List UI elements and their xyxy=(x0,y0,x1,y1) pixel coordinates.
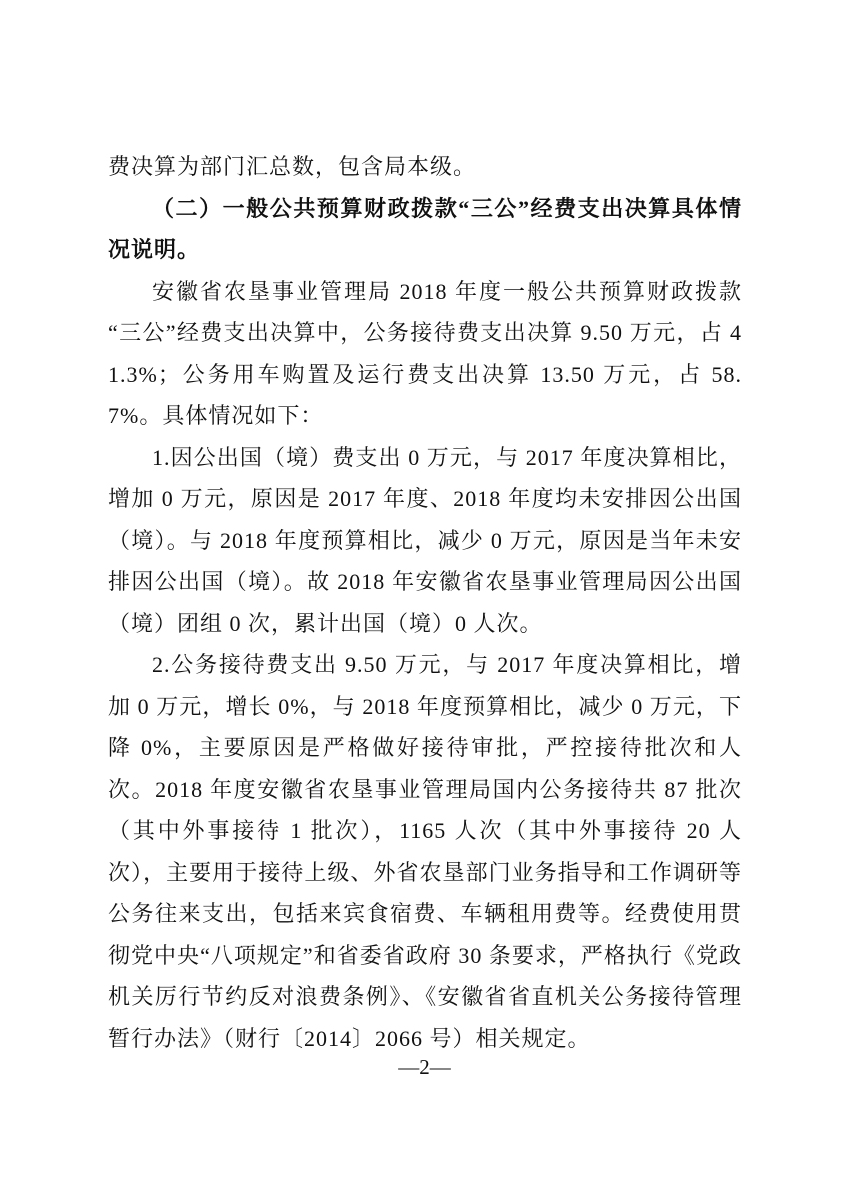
continuation-paragraph: 费决算为部门汇总数，包含局本级。 xyxy=(108,154,477,179)
item-1-overseas-trips-paragraph: 1.因公出国（境）费支出 0 万元，与 2017 年度决算相比，增加 0 万元，原因是 2017 年度、2018 年度均未安排因公出国（境）。与 2018 年度预算相比，减少 0 万元，原因是当年未安排因公出国（境）。故 2018 年安徽省农垦事业管理局因公出国（境）团组 0 次，累计出国（境）0 人次。 xyxy=(108,444,742,636)
item-2-official-reception-paragraph: 2.公务接待费支出 9.50 万元，与 2017 年度决算相比，增加 0 万元，增长 0%，与 2018 年度预算相比，减少 0 万元，下降 0%，主要原因是严格做好接待审批，严控接待批次和人次。2018 年度安徽省农垦事业管理局国内公务接待共 87 批次（其中外事接待 1 批次），1165 人次（其中外事接待 20 人次），主要用于接待上级、外省农垦部门业务指导和工作调研等公务往来支出，包括来宾食宿费、车辆租用费等。经费使用贯彻党中央“八项规定”和省委省政府 30 条要求，严格执行《党政机关厉行节约反对浪费条例》、《安徽省省直机关公务接待管理暂行办法》（财行〔2014〕2066 号）相关规定。 xyxy=(108,652,742,1051)
section-heading: （二）一般公共预算财政拨款“三公”经费支出决算具体情况说明。 xyxy=(108,195,742,262)
overview-paragraph: 安徽省农垦事业管理局 2018 年度一般公共预算财政拨款“三公”经费支出决算中，公务接待费支出决算 9.50 万元，占 41.3%；公务用车购置及运行费支出决算 13.50 万元，占 58.7%。具体情况如下： xyxy=(108,278,742,428)
page-number: —2— xyxy=(398,1055,451,1079)
document-body xyxy=(108,146,742,1059)
